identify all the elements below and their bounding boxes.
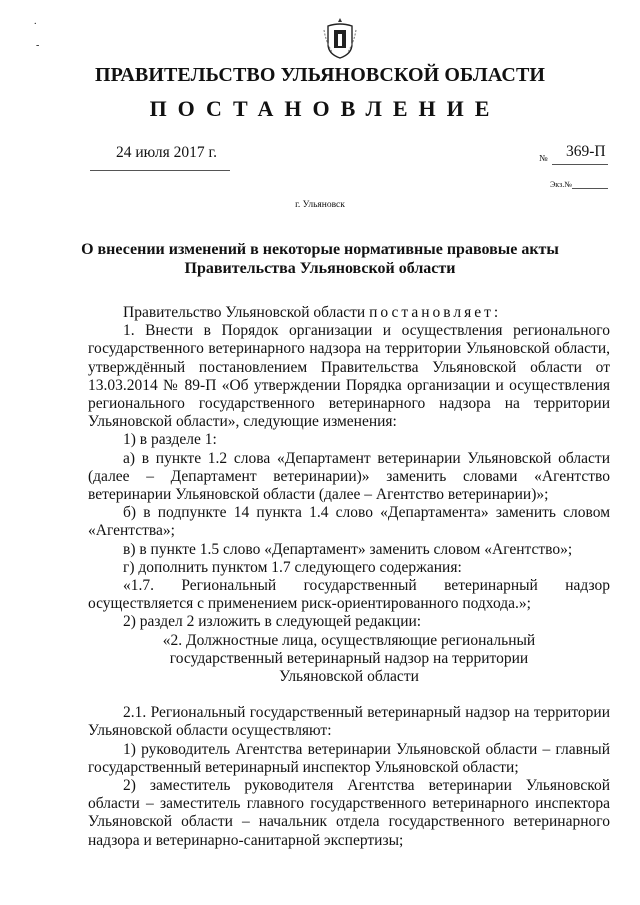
paragraph: б) в подпункте 14 пункта 1.4 слово «Департамента» заменить словом «Агентства»;: [88, 504, 610, 540]
paragraph: г) дополнить пунктом 1.7 следующего содержания:: [123, 558, 462, 576]
margin-mark: .: [34, 16, 37, 27]
number-underline: [552, 164, 608, 165]
paragraph: «1.7. Региональный государственный ветеринарный надзор осуществляется с применением риск-ориентированного подхода.»;: [88, 577, 610, 613]
paragraph: 1) руководитель Агентства ветеринарии Ульяновской области – главный государственный ветеринарный инспектор Ульяновской области;: [88, 740, 610, 776]
subject-line: О внесении изменений в некоторые нормативные правовые акты: [81, 241, 559, 258]
paragraph: 2.1. Региональный государственный ветеринарный надзор на территории Ульяновской области осуществляют:: [88, 704, 610, 740]
intro-paragraph: [88, 304, 610, 322]
intro-text: Правительство Ульяновской области: [123, 304, 370, 321]
subject-line: Правительства Ульяновской области: [184, 260, 456, 277]
intro-verb: постановляет: [369, 304, 494, 321]
section-title: «2. Должностные лица, осуществляющие региональный государственный ветеринарный надзор на территории Ульяновской области: [162, 631, 536, 686]
document-type: ПОСТАНОВЛЕНИЕ: [149, 96, 501, 121]
paragraph: а) в пункте 1.2 слова «Департамент ветеринарии Ульяновской области (далее – Департамент ветеринарии)» заменить словами «Агентство ветеринарии Ульяновской области (далее – Агентство ветеринарии)»;: [88, 449, 610, 504]
document-body: [88, 304, 610, 850]
date-underline: [90, 170, 230, 171]
copy-number-label: Экз.№: [550, 180, 572, 189]
paragraph: 2) раздел 2 изложить в следующей редакции:: [123, 613, 422, 631]
paragraph: в) в пункте 1.5 слово «Департамент» заменить словом «Агентство»;: [123, 540, 573, 558]
paragraph: 2) заместитель руководителя Агентства ветеринарии Ульяновской области – заместитель главного государственного ветеринарного инспектора Ульяновской области – начальник отдела государственного ветеринарного надзора и ветеринарно-санитарной экспертизы;: [88, 777, 610, 849]
document-number: 369-П: [566, 143, 606, 160]
margin-mark: -: [36, 40, 40, 51]
intro-colon: :: [493, 304, 499, 321]
ulyanovsk-coat-of-arms-icon: [322, 16, 358, 60]
paragraph: 1. Внести в Порядок организации и осуществления регионального государственного ветеринарного надзора на территории Ульяновской области, утверждённый постановлением Правительства Ульяновской области от 13.03.2014 № 89-П «Об утверждении Порядка организации и осуществления регионального государственного ветеринарного надзора на территории Ульяновской области», следующие изменения:: [88, 322, 610, 431]
document-subject: [60, 240, 580, 278]
number-prefix: №: [539, 153, 548, 163]
document-date: 24 июля 2017 г.: [116, 144, 217, 161]
city: г. Ульяновск: [295, 200, 345, 210]
copy-number-underline: [572, 188, 608, 189]
government-title: ПРАВИТЕЛЬСТВО УЛЬЯНОВСКОЙ ОБЛАСТИ: [94, 64, 546, 86]
paragraph: 1) в разделе 1:: [123, 431, 217, 449]
